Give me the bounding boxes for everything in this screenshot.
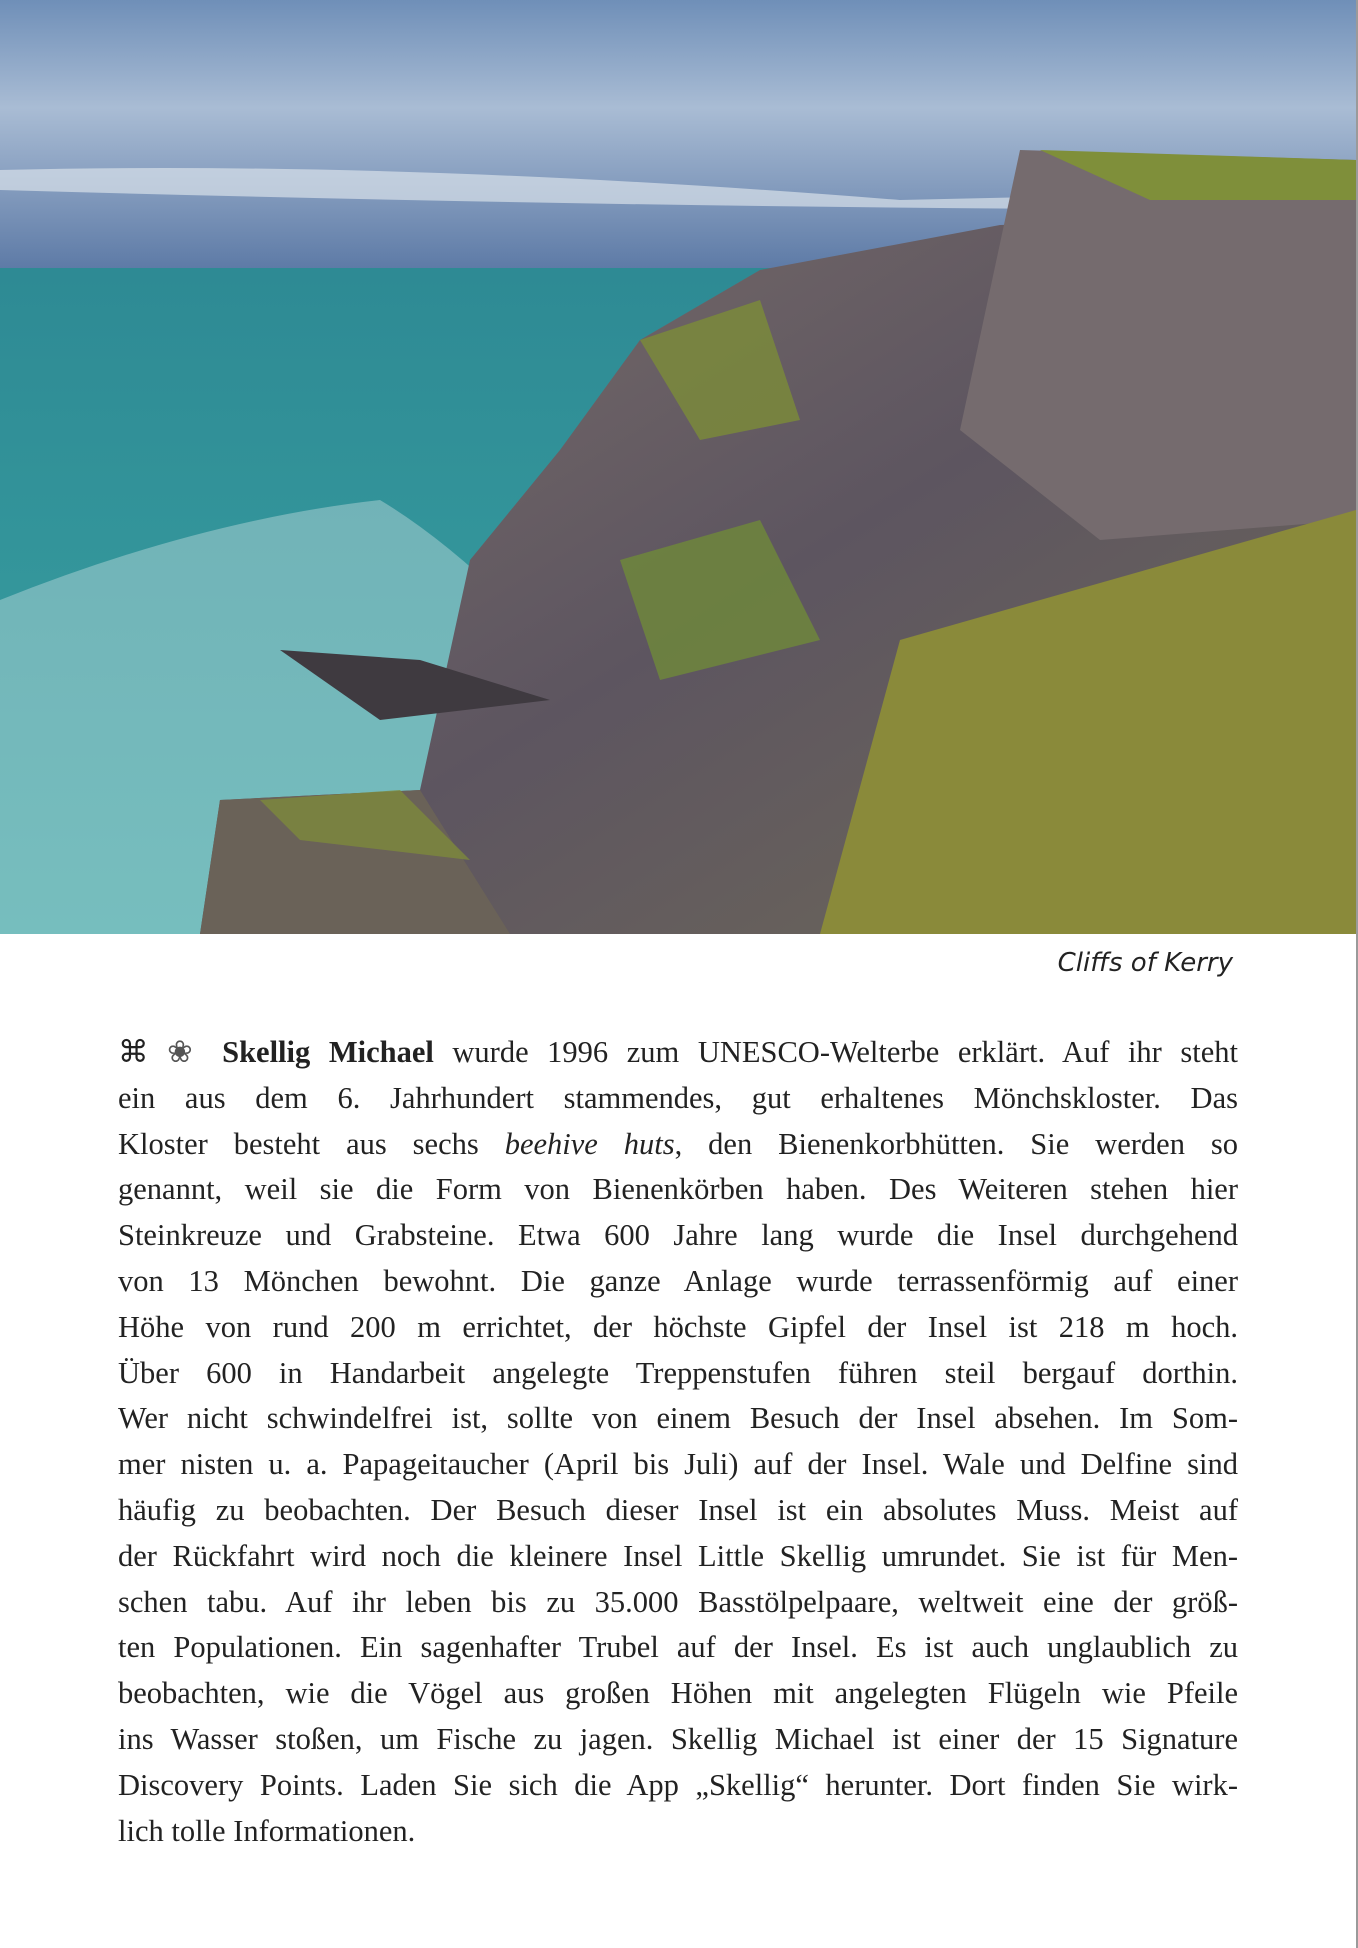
cliffs-photo — [0, 0, 1356, 934]
text-line: Über 600 in Handarbeit angelegte Treppenstufen führen steil bergauf dorthin. — [118, 1355, 1238, 1390]
text-line: Steinkreuze und Grabsteine. Etwa 600 Jahre lang wurde die Insel durchgehend — [118, 1218, 1238, 1253]
article-body — [118, 1030, 1238, 1854]
text-line: Discovery Points. Laden Sie sich die App „Skellig“ herunter. Dort finden Sie wirk- — [118, 1767, 1238, 1802]
text-line: mer nisten u. a. Papageitaucher (April bis Juli) auf der Insel. Wale und Delfine sind — [118, 1447, 1238, 1482]
text-line: von 13 Mönchen bewohnt. Die ganze Anlage wurde terrassenförmig auf einer — [118, 1263, 1238, 1298]
text-line: schen tabu. Auf ihr leben bis zu 35.000 Basstölpelpaare, weltweit eine der größ- — [118, 1584, 1238, 1619]
command-icon: ⌘ — [118, 1035, 149, 1069]
article-title: Skellig Michael — [222, 1035, 434, 1069]
text-line: lich tolle Informationen. — [118, 1813, 416, 1848]
text-line: , den Bienenkorbhütten. Sie werden so — [674, 1126, 1239, 1161]
text-line: genannt, weil sie die Form von Bienenkörben haben. Des Weiteren stehen hier — [118, 1172, 1238, 1207]
text-line: Kloster besteht aus sechs — [118, 1126, 505, 1161]
text-line: Höhe von rund 200 m errichtet, der höchste Gipfel der Insel ist 218 m hoch. — [118, 1309, 1238, 1344]
photo-caption: Cliffs of Kerry — [1057, 948, 1233, 978]
text-line: häufig zu beobachten. Der Besuch dieser Insel ist ein absolutes Muss. Meist auf — [118, 1492, 1238, 1527]
text-line: beobachten, wie die Vögel aus großen Höhen mit angelegten Flügeln wie Pfeile — [118, 1676, 1238, 1711]
text-line: ten Populationen. Ein sagenhafter Trubel auf der Insel. Es ist auch unglaublich zu — [118, 1630, 1238, 1665]
text-line: ein aus dem 6. Jahrhundert stammendes, gut erhaltenes Mönchskloster. Das — [118, 1080, 1238, 1115]
text-line: Wer nicht schwindelfrei ist, sollte von einem Besuch der Insel absehen. Im Som- — [118, 1401, 1238, 1436]
italic-term: beehive huts — [504, 1126, 675, 1161]
text-line: wurde 1996 zum UNESCO-Welterbe erklärt. Auf ihr steht — [433, 1035, 1238, 1069]
text-line: der Rückfahrt wird noch die kleinere Insel Little Skellig umrundet. Sie ist für Men- — [118, 1538, 1238, 1573]
flower-icon: ❀ — [167, 1035, 204, 1069]
text-line: ins Wasser stoßen, um Fische zu jagen. Skellig Michael ist einer der 15 Signature — [118, 1721, 1238, 1756]
